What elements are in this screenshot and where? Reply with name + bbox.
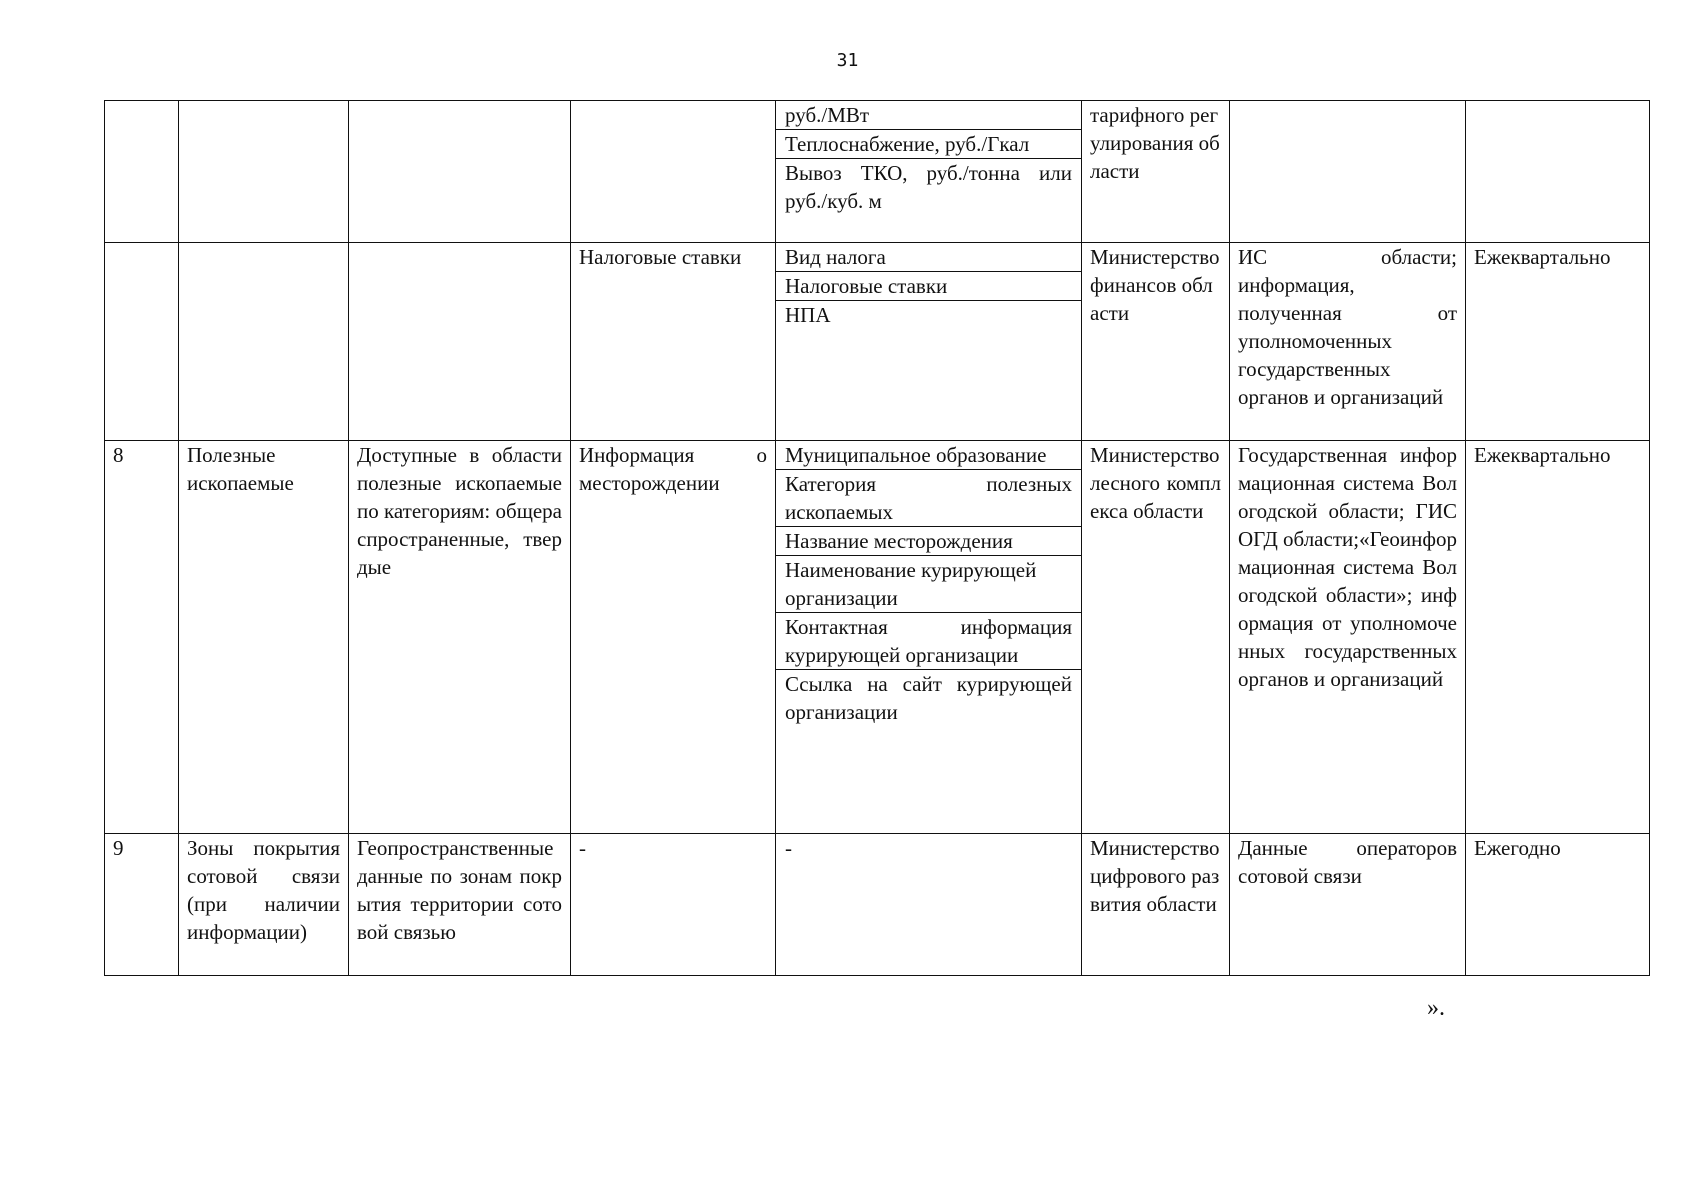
field-item: руб./МВт — [776, 101, 1081, 130]
field-item: Контактная информация курирующей организации — [776, 613, 1081, 670]
field-item: Категория полезных ископаемых — [776, 470, 1081, 527]
field-item: Вид налога — [776, 243, 1081, 272]
row-responsible-cell: тарифного регулирования области — [1082, 101, 1230, 243]
row-description-cell: Геопространственные данные по зонам покрытия территории сотовой связью — [349, 834, 571, 976]
row-subcategory-cell: Информация о месторождении — [571, 441, 776, 834]
row-fields-cell — [776, 243, 1082, 441]
field-item: Название месторождения — [776, 527, 1081, 556]
table-row — [105, 243, 1650, 441]
row-fields-cell — [776, 441, 1082, 834]
row-subcategory-cell — [571, 101, 776, 243]
row-responsible-cell: Министерство цифрового развития области — [1082, 834, 1230, 976]
field-item: Налоговые ставки — [776, 272, 1081, 301]
row-frequency-cell: Ежегодно — [1466, 834, 1650, 976]
row-frequency-cell — [1466, 101, 1650, 243]
row-frequency-cell: Ежеквартально — [1466, 243, 1650, 441]
row-fields-cell — [776, 834, 1082, 976]
row-description-cell — [349, 243, 571, 441]
row-frequency-cell: Ежеквартально — [1466, 441, 1650, 834]
row-number-cell — [105, 243, 179, 441]
field-item: Ссылка на сайт курирующей организации — [785, 672, 1072, 724]
field-item: - — [785, 836, 792, 860]
closing-quote: ». — [1427, 995, 1445, 1021]
row-description-cell: Доступные в области полезные ископаемые по категориям: общераспространенные, твердые — [349, 441, 571, 834]
row-subcategory-cell: Налоговые ставки — [571, 243, 776, 441]
row-name-cell — [179, 101, 349, 243]
row-responsible-cell: Министерство лесного комплекса области — [1082, 441, 1230, 834]
field-item: Наименование курирующей организации — [776, 556, 1081, 613]
row-subcategory-cell: - — [571, 834, 776, 976]
row-name-cell: Зоны покрытия сотовой связи (при наличии информации) — [179, 834, 349, 976]
row-source-cell — [1230, 101, 1466, 243]
field-item: Теплоснабжение, руб./Гкал — [776, 130, 1081, 159]
row-number-cell: 9 — [105, 834, 179, 976]
row-number-cell — [105, 101, 179, 243]
row-source-cell: Государственная информационная система Вологодской области; ГИСОГД области;«Геоинформационная система Вологодской области»; информация от уполномоченных государственных органов и организаций — [1230, 441, 1466, 834]
row-source-cell: Данные операторов сотовой связи — [1230, 834, 1466, 976]
row-name-cell: Полезные ископаемые — [179, 441, 349, 834]
row-source-cell: ИС области; информация, полученная от уполномоченных государственных органов и организаций — [1230, 243, 1466, 441]
table-row — [105, 441, 1650, 834]
field-item: Вывоз ТКО, руб./тонна или руб./куб. м — [785, 161, 1072, 213]
page-number: 31 — [836, 50, 859, 71]
table-row — [105, 101, 1650, 243]
row-responsible-cell: Министерство финансов области — [1082, 243, 1230, 441]
row-number-cell: 8 — [105, 441, 179, 834]
row-name-cell — [179, 243, 349, 441]
field-item: Муниципальное образование — [776, 441, 1081, 470]
row-description-cell — [349, 101, 571, 243]
table-row — [105, 834, 1650, 976]
field-item: НПА — [785, 303, 831, 327]
row-fields-cell — [776, 101, 1082, 243]
data-table — [104, 100, 1650, 976]
